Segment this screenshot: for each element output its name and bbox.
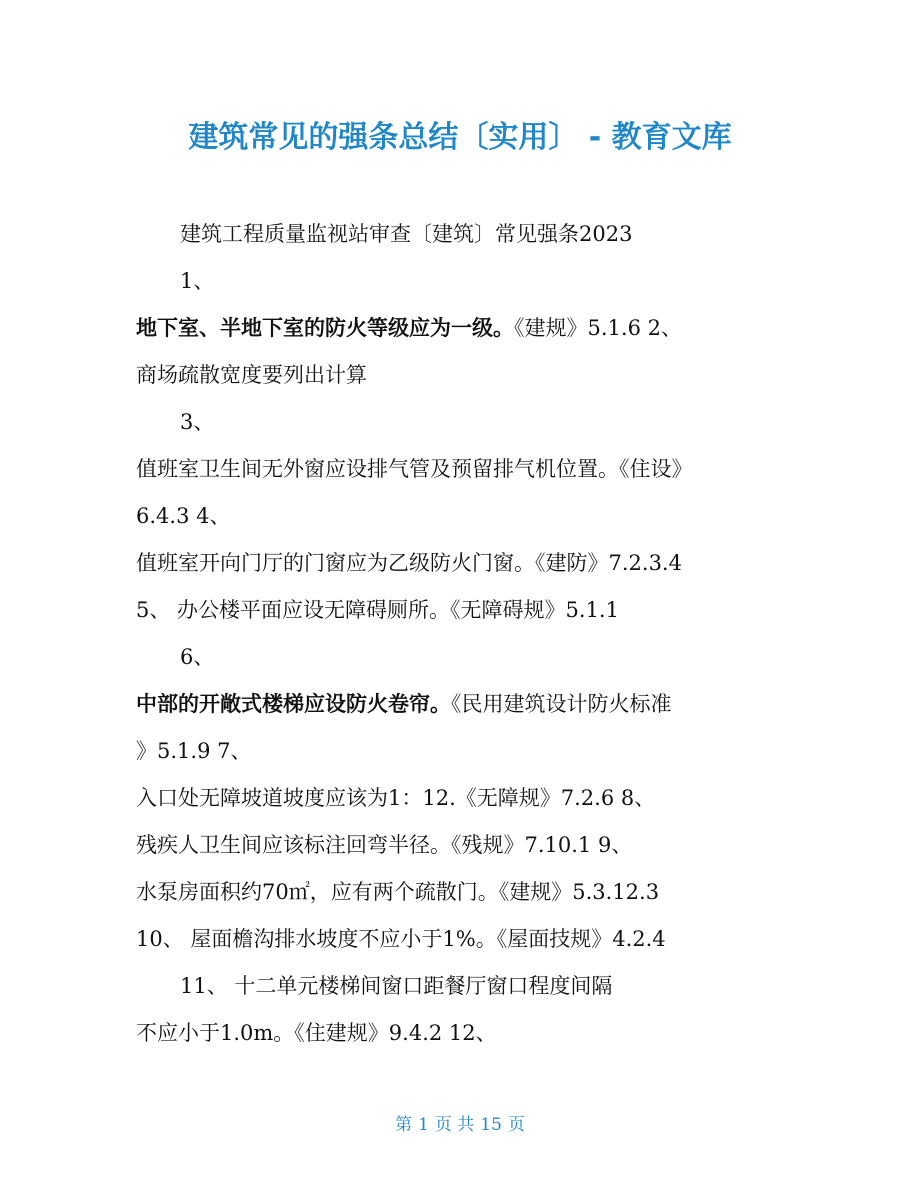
footer-suffix: 页 <box>507 1115 525 1135</box>
body-line: 不应小于1.0m。《住建规》9.4.2 12、 <box>136 1021 497 1045</box>
body-line: 值班室开向门厅的门窗应为乙级防火门窗。《建防》7.2.3.4 <box>136 551 682 575</box>
body-line: 6、 <box>180 645 215 669</box>
body-line: 5、 办公楼平面应设无障碍厕所。《无障碍规》5.1.1 <box>136 598 619 622</box>
document-title: 建筑常见的强条总结〔实用〕 - 教育文库 <box>188 120 732 155</box>
body-line: 商场疏散宽度要列出计算 <box>136 363 367 387</box>
body-line: 建筑工程质量监视站审查〔建筑〕常见强条2023 <box>180 222 633 246</box>
total-pages: 15 <box>480 1115 502 1135</box>
bold-clause: 地下室、半地下室的防火等级应为一级。 <box>136 315 514 340</box>
body-line: 入口处无障坡道坡度应该为1：12.《无障规》7.2.6 8、 <box>136 786 656 810</box>
footer-middle: 页 共 <box>434 1115 475 1135</box>
body-line: 残疾人卫生间应该标注回弯半径。《残规》7.10.1 9、 <box>136 833 633 857</box>
current-page-number: 1 <box>418 1115 429 1135</box>
body-line: 6.4.3 4、 <box>136 504 231 528</box>
body-line: 》5.1.9 7、 <box>136 739 252 763</box>
body-line: 水泵房面积约70㎡，应有两个疏散门。《建规》5.3.12.3 <box>136 880 660 904</box>
footer-prefix: 第 <box>395 1115 413 1135</box>
body-line <box>136 689 672 719</box>
body-line: 11、 十二单元楼梯间窗口距餐厅窗口程度间隔 <box>180 974 613 998</box>
citation: 《建规》5.1.6 2、 <box>514 316 682 340</box>
body-line: 10、 屋面檐沟排水坡度不应小于1%。《屋面技规》4.2.4 <box>136 927 666 951</box>
body-line: 值班室卫生间无外窗应设排气管及预留排气机位置。《住设》 <box>136 457 693 481</box>
body-line: 3、 <box>180 410 215 434</box>
page-footer <box>0 1112 920 1138</box>
body-line <box>136 313 682 343</box>
bold-clause: 中部的开敞式楼梯应设防火卷帘。 <box>136 691 451 716</box>
body-line: 1、 <box>180 269 215 293</box>
citation: 《民用建筑设计防火标准 <box>451 692 672 716</box>
